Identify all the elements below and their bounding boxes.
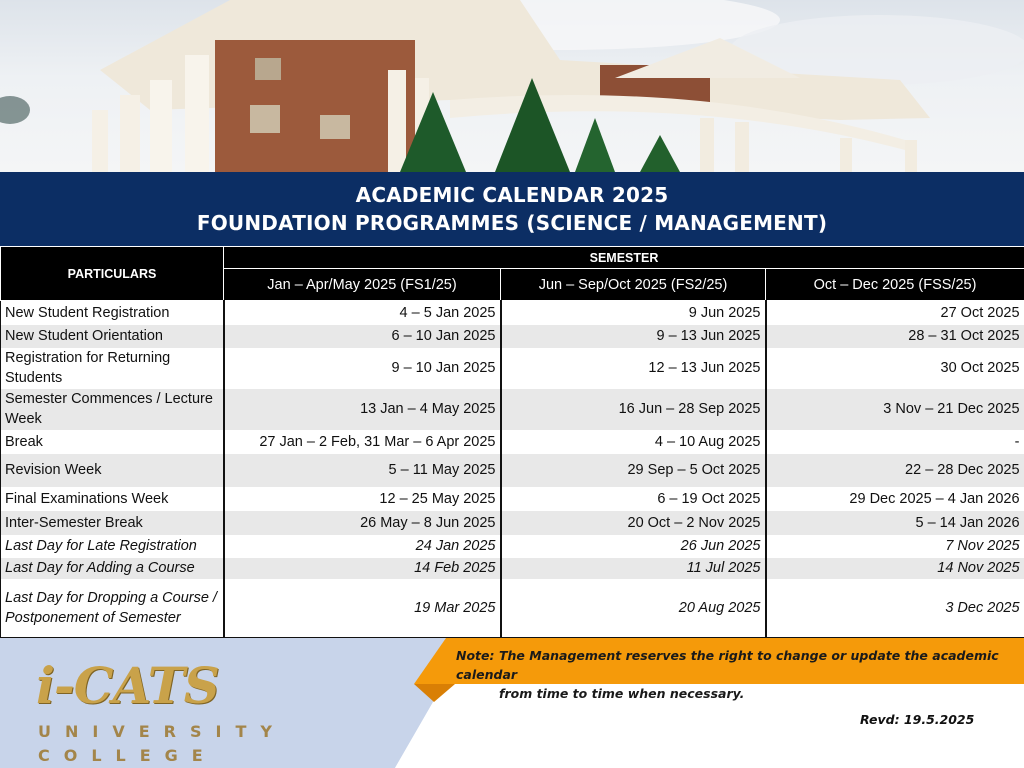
row-value: 29 Sep – 5 Oct 2025 [501, 454, 766, 487]
table-row [1, 454, 1024, 487]
table-row [1, 511, 1024, 535]
row-value: - [766, 430, 1024, 454]
title-band [0, 172, 1024, 246]
row-value: 6 – 19 Oct 2025 [501, 487, 766, 511]
term-header-fs1: Jan – Apr/May 2025 (FS1/25) [224, 269, 501, 301]
logo-university: UNIVERSITY [38, 722, 286, 741]
table-row [1, 558, 1024, 579]
row-value: 4 – 10 Aug 2025 [501, 430, 766, 454]
row-value: 29 Dec 2025 – 4 Jan 2026 [766, 487, 1024, 511]
table-row [1, 348, 1024, 389]
row-label: Last Day for Adding a Course [1, 558, 224, 579]
row-value: 13 Jan – 4 May 2025 [224, 389, 501, 430]
row-value: 5 – 11 May 2025 [224, 454, 501, 487]
row-value: 28 – 31 Oct 2025 [766, 325, 1024, 348]
row-value: 22 – 28 Dec 2025 [766, 454, 1024, 487]
row-value: 11 Jul 2025 [501, 558, 766, 579]
particulars-header: PARTICULARS [1, 247, 224, 301]
table-row [1, 579, 1024, 638]
table-row [1, 325, 1024, 348]
academic-calendar-table [0, 246, 1024, 639]
row-label: Registration for Returning Students [1, 348, 224, 389]
icats-logo [36, 652, 286, 765]
row-value: 3 Dec 2025 [766, 579, 1024, 638]
row-value: 19 Mar 2025 [224, 579, 501, 638]
row-label: Final Examinations Week [1, 487, 224, 511]
footer [0, 638, 1024, 768]
row-value: 7 Nov 2025 [766, 535, 1024, 558]
row-value: 3 Nov – 21 Dec 2025 [766, 389, 1024, 430]
page-title: ACADEMIC CALENDAR 2025 [355, 183, 669, 207]
logo-college: COLLEGE [38, 746, 217, 765]
row-label: Inter-Semester Break [1, 511, 224, 535]
row-label: Semester Commences / Lecture Week [1, 389, 224, 430]
row-value: 9 – 13 Jun 2025 [501, 325, 766, 348]
table-row [1, 301, 1024, 325]
row-value: 26 Jun 2025 [501, 535, 766, 558]
row-label: Break [1, 430, 224, 454]
row-value: 14 Feb 2025 [224, 558, 501, 579]
row-value: 20 Aug 2025 [501, 579, 766, 638]
row-value: 27 Jan – 2 Feb, 31 Mar – 6 Apr 2025 [224, 430, 501, 454]
row-value: 14 Nov 2025 [766, 558, 1024, 579]
row-value: 12 – 13 Jun 2025 [501, 348, 766, 389]
table-row [1, 430, 1024, 454]
row-value: 9 Jun 2025 [501, 301, 766, 325]
row-value: 5 – 14 Jan 2026 [766, 511, 1024, 535]
row-value: 12 – 25 May 2025 [224, 487, 501, 511]
note-line-1: The Management reserves the right to change or update the academic calendar [456, 648, 999, 682]
row-value: 9 – 10 Jan 2025 [224, 348, 501, 389]
row-value: 26 May – 8 Jun 2025 [224, 511, 501, 535]
table-row [1, 389, 1024, 430]
row-label: Revision Week [1, 454, 224, 487]
row-value: 4 – 5 Jan 2025 [224, 301, 501, 325]
row-label: New Student Orientation [1, 325, 224, 348]
row-value: 16 Jun – 28 Sep 2025 [501, 389, 766, 430]
row-label: Last Day for Late Registration [1, 535, 224, 558]
row-value: 20 Oct – 2 Nov 2025 [501, 511, 766, 535]
row-label: Last Day for Dropping a Course / Postponement of Semester [1, 579, 224, 638]
note-line-2: from time to time when necessary. [499, 686, 745, 701]
campus-building-photo [0, 0, 1024, 172]
revision-date: Revd: 19.5.2025 [860, 712, 975, 727]
row-label: New Student Registration [1, 301, 224, 325]
row-value: 24 Jan 2025 [224, 535, 501, 558]
row-value: 30 Oct 2025 [766, 348, 1024, 389]
semester-header: SEMESTER [224, 247, 1024, 269]
term-header-fs2: Jun – Sep/Oct 2025 (FS2/25) [501, 269, 766, 301]
term-header-fss: Oct – Dec 2025 (FSS/25) [766, 269, 1024, 301]
row-value: 6 – 10 Jan 2025 [224, 325, 501, 348]
table-row [1, 487, 1024, 511]
logo-wordmark: i-CATS [36, 656, 219, 715]
page-subtitle: FOUNDATION PROGRAMMES (SCIENCE / MANAGEMENT) [196, 211, 828, 235]
note-label: Note: [456, 648, 495, 663]
table-row [1, 535, 1024, 558]
disclaimer-note [456, 646, 1016, 703]
row-value: 27 Oct 2025 [766, 301, 1024, 325]
